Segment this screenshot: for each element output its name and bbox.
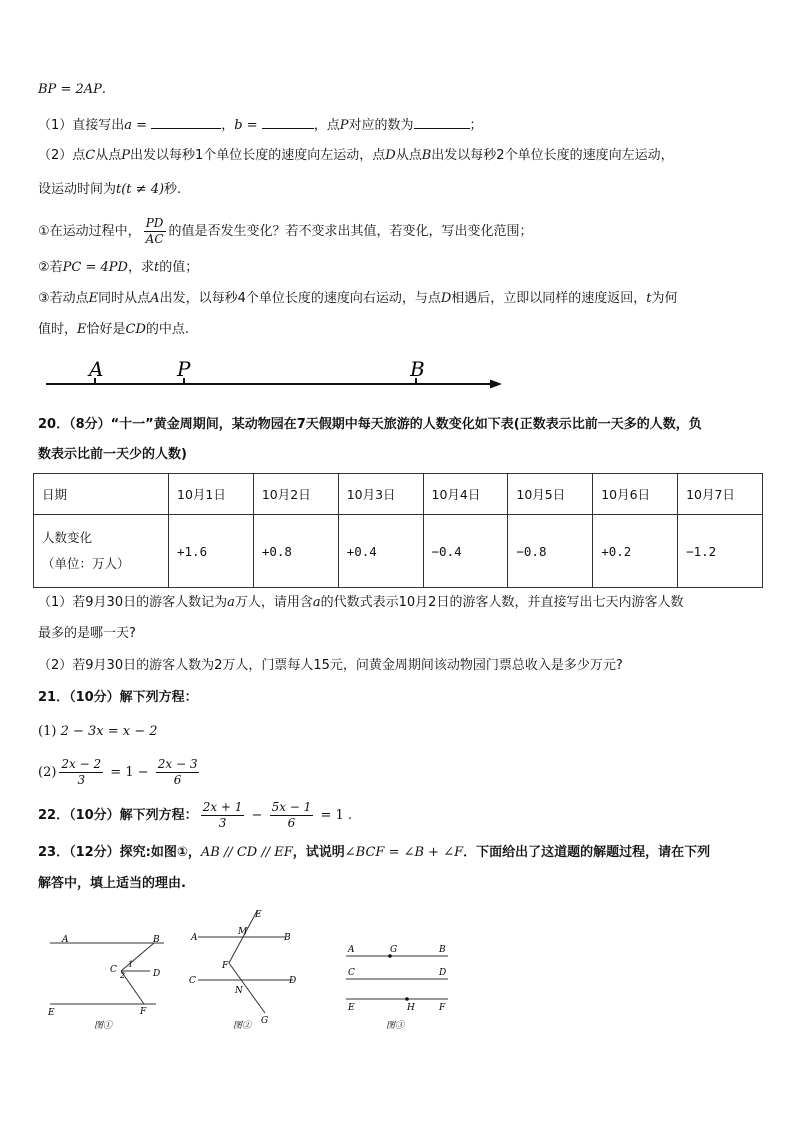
- table-header-row: [34, 474, 763, 515]
- table-cell: −0.8: [508, 515, 593, 588]
- q19-sub3-line2: 值时，E恰好是CD的中点.: [38, 322, 190, 337]
- svg-text:D: D: [439, 968, 447, 978]
- fraction: $\frac{2x + 1}{3}$: [202, 800, 243, 830]
- svg-text:G: G: [390, 945, 398, 955]
- figure-2: [185, 905, 310, 1035]
- fraction: $\frac{2x - 2}{3}$: [61, 757, 102, 787]
- svg-text:A: A: [191, 933, 198, 943]
- table-cell: −1.2: [678, 515, 763, 588]
- table-header-cell: 10月2日: [253, 474, 338, 515]
- q21-equation-2: (2) $\frac{2x - 2}{3}$ = 1 − $\frac{2x - 3}{6}$: [38, 757, 198, 787]
- row-label-cell: 人数变化 （单位：万人）: [34, 515, 169, 588]
- q19-part1: （1）直接写出a = ，b = ，点P对应的数为 ；: [38, 114, 483, 136]
- number-line-figure: [40, 352, 510, 396]
- table-header-cell: 10月3日: [338, 474, 423, 515]
- svg-text:E: E: [48, 1008, 55, 1018]
- table-cell: −0.4: [423, 515, 508, 588]
- fraction-pd-ac: $\frac{PD}{AC}$: [145, 216, 164, 246]
- q21-equation-1: (1) 2 − 3x = x − 2: [38, 724, 158, 739]
- figure-2-caption: 图②: [233, 1021, 252, 1031]
- table-header-cell: 日期: [34, 474, 169, 515]
- figure-3-caption: 图③: [386, 1021, 405, 1031]
- q19-part2-line1: （2）点C从点P出发以每秒1个单位长度的速度向左运动，点D从点B出发以每秒2个单位长度的速度向左运动，: [38, 148, 674, 163]
- answer-blank-a[interactable]: [151, 114, 221, 129]
- svg-text:A: A: [62, 935, 69, 945]
- q22-line: 22．（10分）解下列方程： $\frac{2x + 1}{3}$ − $\frac{5x - 1}{6}$ = 1 .: [38, 800, 353, 830]
- figure-1-caption: 图①: [94, 1021, 113, 1031]
- svg-text:B: B: [284, 933, 291, 943]
- q23-line2: 解答中，填上适当的理由.: [38, 876, 186, 891]
- svg-text:H: H: [407, 1003, 415, 1013]
- svg-text:F: F: [222, 961, 229, 971]
- figure-3: [340, 935, 475, 1035]
- answer-blank-b[interactable]: [262, 114, 314, 129]
- point-p-label: P: [177, 357, 191, 381]
- svg-text:N: N: [235, 986, 243, 996]
- number-line-arrowhead: [490, 380, 502, 389]
- svg-text:D: D: [289, 976, 297, 986]
- svg-text:C: C: [348, 968, 355, 978]
- svg-text:M: M: [238, 927, 248, 937]
- q20-heading-cont: 数表示比前一天少的人数): [38, 447, 187, 462]
- table-header-cell: 10月4日: [423, 474, 508, 515]
- table-header-cell: 10月7日: [678, 474, 763, 515]
- math-bp: BP: [38, 82, 57, 97]
- figure-1: [42, 930, 177, 1035]
- table-cell: +0.2: [593, 515, 678, 588]
- table-header-cell: 10月6日: [593, 474, 678, 515]
- svg-text:B: B: [153, 935, 160, 945]
- svg-text:F: F: [140, 1007, 147, 1017]
- point-a-label: A: [89, 357, 104, 381]
- q19-part2-line2: 设运动时间为t(t ≠ 4)秒.: [38, 182, 182, 197]
- svg-text:B: B: [439, 945, 446, 955]
- table-cell: +1.6: [169, 515, 254, 588]
- q19-sub2: ②若PC = 4PD，求t的值；: [38, 260, 199, 275]
- q20-part1-line2: 最多的是哪一天?: [38, 626, 136, 641]
- svg-text:1: 1: [128, 960, 134, 969]
- svg-text:D: D: [153, 969, 161, 979]
- q21-heading: 21．（10分）解下列方程：: [38, 690, 198, 705]
- table-row: [34, 515, 763, 588]
- point-b-label: B: [410, 357, 425, 381]
- svg-text:E: E: [255, 910, 262, 920]
- q20-part2: （2）若9月30日的游客人数为2万人，门票每人15元，问黄金周期间该动物园门票总收入是多少万元?: [38, 658, 623, 673]
- svg-text:A: A: [348, 945, 355, 955]
- fraction: $\frac{5x - 1}{6}$: [271, 800, 312, 830]
- table-header-cell: 10月5日: [508, 474, 593, 515]
- table-header-cell: 10月1日: [169, 474, 254, 515]
- svg-text:G: G: [261, 1016, 269, 1026]
- fraction: $\frac{2x - 3}{6}$: [157, 757, 198, 787]
- visitor-change-table: [33, 473, 763, 588]
- svg-text:C: C: [110, 965, 117, 975]
- q19-sub3-line1: ③若动点E同时从点A出发，以每秒4个单位长度的速度向右运动，与点D相遇后，立即以同样的速度返回，t为何: [38, 291, 678, 306]
- table-cell: +0.4: [338, 515, 423, 588]
- q23-line1: 23．（12分）探究:如图①，AB // CD // EF，试说明∠BCF = ∠B + ∠F．下面给出了这道题的解题过程，请在下列: [38, 845, 711, 860]
- svg-text:F: F: [439, 1003, 446, 1013]
- table-cell: +0.8: [253, 515, 338, 588]
- svg-text:E: E: [348, 1003, 355, 1013]
- continuation-line: BP = 2AP.: [38, 82, 107, 97]
- q20-part1-line1: （1）若9月30日的游客人数记为a万人，请用含a的代数式表示10月2日的游客人数，并直接写出七天内游客人数: [38, 595, 684, 610]
- q20-heading: 20．（8分）“十一”黄金周期间，某动物园在7天假期中每天旅游的人数变化如下表(正数表示比前一天多的人数，负: [38, 417, 702, 432]
- answer-blank-p[interactable]: [414, 114, 470, 129]
- q19-sub1: ①在运动过程中， $\frac{PD}{AC}$ 的值是否发生变化？若不变求出其值，若变化，写出变化范围；: [38, 216, 533, 246]
- svg-text:C: C: [189, 976, 196, 986]
- svg-text:2: 2: [120, 971, 126, 980]
